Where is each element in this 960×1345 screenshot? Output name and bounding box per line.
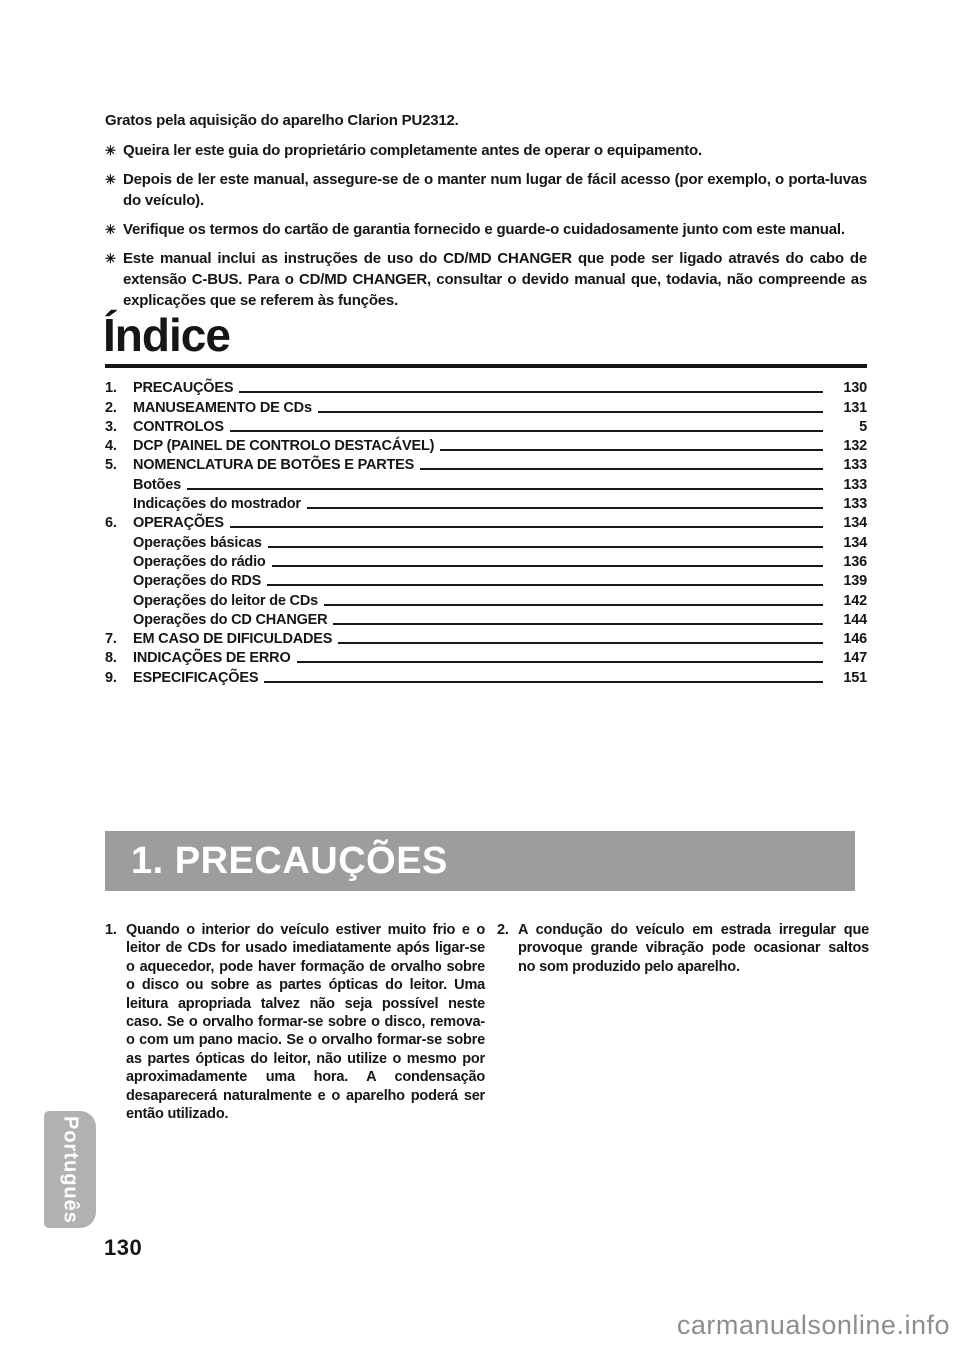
intro-bullet — [105, 248, 867, 311]
index-entry-label: CONTROLOS — [133, 418, 224, 435]
index-leader-line — [264, 681, 823, 683]
index-title-rule — [105, 364, 867, 368]
index-entry — [105, 512, 867, 531]
index-entry — [105, 493, 867, 512]
index-entry-label: DCP (PAINEL DE CONTROLO DESTACÁVEL) — [133, 438, 435, 455]
index-entry — [105, 435, 867, 454]
greeting-text: Gratos pela aquisição do aparelho Clarion PU2312. — [105, 112, 459, 129]
index-leader-line — [338, 642, 823, 644]
index-entry-number: 4. — [105, 438, 117, 455]
index-entry — [105, 551, 867, 570]
index-list — [105, 377, 867, 686]
bullet-asterisk-icon: ✳ — [105, 172, 116, 187]
index-leader-line — [230, 430, 823, 432]
intro-bullet-text: Depois de ler este manual, assegure-se de o manter num lugar de fácil acesso (por exemplo, o porta-luvas do veículo). — [123, 171, 867, 209]
index-entry — [105, 647, 867, 666]
precaution-number: 1. — [105, 922, 117, 938]
index-entry-number: 9. — [105, 669, 117, 686]
section-banner-title: 1. PRECAUÇÕES — [131, 839, 448, 882]
index-entry-page: 5 — [859, 418, 867, 435]
intro-bullet-text: Queira ler este guia do proprietário completamente antes de operar o equipamento. — [123, 142, 702, 159]
index-entry-label: Operações do CD CHANGER — [133, 611, 328, 628]
index-entry-label: Operações básicas — [133, 534, 262, 551]
precaution-item — [105, 921, 485, 1123]
intro-bullet — [105, 169, 867, 211]
index-entry-label: Indicações do mostrador — [133, 496, 301, 513]
index-entry-page: 136 — [843, 553, 867, 570]
index-entry-label: INDICAÇÕES DE ERRO — [133, 650, 291, 667]
intro-bullet — [105, 140, 867, 161]
index-entry-label: EM CASO DE DIFICULDADES — [133, 631, 333, 648]
index-entry-number: 7. — [105, 631, 117, 648]
index-leader-line — [333, 623, 823, 625]
index-entry-number: 8. — [105, 650, 117, 667]
precaution-text: A condução do veículo em estrada irregular que provoque grande vibração pode ocasionar saltos no som produzido pelo aparelho. — [518, 922, 869, 975]
index-entry-label: ESPECIFICAÇÕES — [133, 669, 259, 686]
language-tab — [44, 1111, 96, 1228]
index-leader-line — [267, 584, 823, 586]
section-banner — [105, 831, 855, 891]
index-entry — [105, 628, 867, 647]
index-entry-page: 146 — [843, 631, 867, 648]
index-leader-line — [307, 507, 823, 509]
index-title: Índice — [103, 309, 230, 361]
index-entry — [105, 454, 867, 473]
page-number: 130 — [104, 1235, 143, 1260]
index-entry-label: MANUSEAMENTO DE CDs — [133, 399, 312, 416]
precaution-item — [497, 921, 869, 976]
index-entry-number: 2. — [105, 399, 117, 416]
index-entry — [105, 396, 867, 415]
bullet-asterisk-icon: ✳ — [105, 222, 116, 237]
precaution-text: Quando o interior do veículo estiver muito frio e o leitor de CDs for usado imediatamente após ligar-se o aquecedor, pode haver formação de orvalho sobre o disco ou sobre as partes ópticas do leitor. Uma leitura apropriada talvez não seja possível neste caso. Se o orvalho formar-se sobre o disco, remova-o com um pano macio. Se o orvalho formar-se sobre as partes ópticas do leitor, não utilize o mesmo por aproximadamente uma hora. A condensação desaparecerá naturalmente e o aparelho poderá ser então utilizado. — [126, 922, 485, 1123]
index-entry-number: 6. — [105, 515, 117, 532]
index-entry-page: 130 — [843, 380, 867, 397]
index-entry-page: 139 — [843, 573, 867, 590]
bullet-asterisk-icon: ✳ — [105, 251, 116, 266]
index-entry-label: Operações do RDS — [133, 573, 262, 590]
index-entry — [105, 377, 867, 396]
index-entry — [105, 589, 867, 608]
index-leader-line — [187, 488, 823, 490]
intro-bullet-text: Este manual inclui as instruções de uso do CD/MD CHANGER que pode ser ligado através do cabo de extensão C-BUS. Para o CD/MD CHANGER, consultar o devido manual que, todavia, não compreende as explicações que se referem às funções. — [123, 250, 867, 309]
index-entry-label: Operações do leitor de CDs — [133, 592, 318, 609]
index-entry-page: 151 — [843, 669, 867, 686]
index-leader-line — [297, 661, 823, 663]
index-entry-page: 131 — [843, 399, 867, 416]
precaution-number: 2. — [497, 922, 509, 938]
index-entry-number: 3. — [105, 418, 117, 435]
index-entry-label: Operações do rádio — [133, 553, 266, 570]
index-entry — [105, 609, 867, 628]
watermark-text: carmanualsonline.info — [676, 1310, 950, 1340]
bullet-asterisk-icon: ✳ — [105, 143, 116, 158]
index-leader-line — [268, 546, 823, 548]
index-leader-line — [230, 526, 823, 528]
index-entry — [105, 570, 867, 589]
index-entry — [105, 416, 867, 435]
index-entry-label: OPERAÇÕES — [133, 515, 224, 532]
index-leader-line — [440, 449, 823, 451]
index-leader-line — [272, 565, 823, 567]
intro-block — [105, 110, 867, 319]
index-entry-number: 1. — [105, 380, 117, 397]
index-entry — [105, 666, 867, 685]
index-leader-line — [324, 604, 823, 606]
index-entry-number: 5. — [105, 457, 117, 474]
index-entry-label: Botões — [133, 476, 181, 493]
intro-bullet-text: Verifique os termos do cartão de garantia fornecido e guarde-o cuidadosamente junto com este manual. — [123, 221, 845, 238]
precautions-column-1 — [105, 921, 485, 1123]
index-leader-line — [318, 411, 823, 413]
index-entry-label: NOMENCLATURA DE BOTÕES E PARTES — [133, 457, 415, 474]
index-entry-page: 147 — [843, 650, 867, 667]
index-entry-page: 133 — [843, 496, 867, 513]
language-tab-label: Português — [59, 1115, 82, 1224]
index-entry-page: 144 — [843, 611, 867, 628]
index-leader-line — [239, 391, 823, 393]
index-entry — [105, 473, 867, 492]
precautions-column-2 — [497, 921, 869, 976]
intro-bullet — [105, 219, 867, 240]
index-entry-page: 134 — [843, 515, 867, 532]
index-entry-page: 133 — [843, 457, 867, 474]
index-entry-page: 142 — [843, 592, 867, 609]
index-leader-line — [420, 468, 823, 470]
index-entry-label: PRECAUÇÕES — [133, 380, 234, 397]
index-entry-page: 134 — [843, 534, 867, 551]
index-entry — [105, 531, 867, 550]
index-entry-page: 132 — [843, 438, 867, 455]
index-entry-page: 133 — [843, 476, 867, 493]
